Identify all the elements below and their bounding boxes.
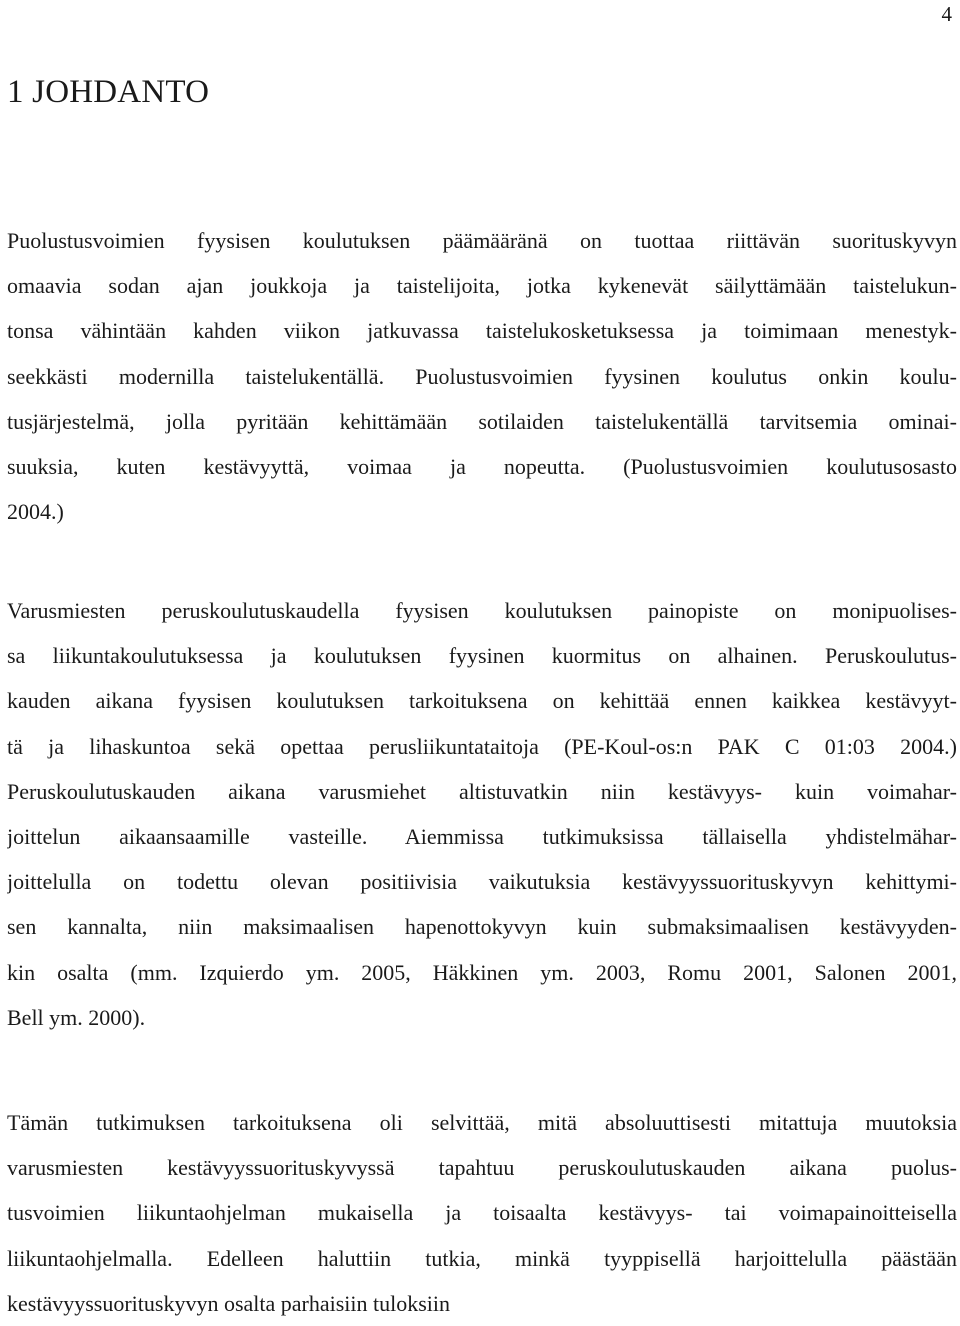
text-line: tonsa vähintään kahden viikon jatkuvassa taistelukosketuksessa ja toimimaan menestyk- [7, 318, 957, 344]
text-line: Peruskoulutuskauden aikana varusmiehet altistuvatkin niin kestävyys- kuin voimahar- [7, 778, 957, 804]
text-line: Tämän tutkimuksen tarkoituksena oli selvittää, mitä absoluuttisesti mitattuja muutoksia [7, 1110, 957, 1135]
text-line: liikuntaohjelmalla. Edelleen haluttiin tutkia, minkä tyyppisellä harjoittelulla päästään [7, 1245, 957, 1271]
chapter-heading: 1 JOHDANTO [7, 74, 210, 110]
paragraph-2 [7, 588, 957, 1040]
text-line: sa liikuntakoulutuksessa ja koulutuksen fyysinen kuormitus on alhainen. Peruskoulutus- [7, 643, 957, 669]
text-line: kin osalta (mm. Izquierdo ym. 2005, Häkkinen ym. 2003, Romu 2001, Salonen 2001, [7, 959, 957, 985]
paragraph-3 [7, 1100, 957, 1326]
text-line: omaavia sodan ajan joukkoja ja taistelijoita, jotka kykenevät säilyttämään taistelukun- [7, 273, 957, 299]
text-line: tusjärjestelmä, jolla pyritään kehittämään sotilaiden taistelukentällä tarvitsemia ominai- [7, 408, 957, 434]
text-line: Varusmiesten peruskoulutuskaudella fyysisen koulutuksen painopiste on monipuolises- [7, 598, 957, 623]
text-line: Puolustusvoimien fyysisen koulutuksen päämääränä on tuottaa riittävän suorituskyvyn [7, 228, 957, 253]
text-line: tä ja lihaskuntoa sekä opettaa perusliikuntataitoja (PE-Koul-os:n PAK C 01:03 2004.) [7, 733, 957, 759]
text-line: kestävyyssuorituskyvyn osalta parhaisiin tuloksiin [7, 1290, 451, 1316]
text-line: 2004.) [7, 499, 64, 525]
page-number: 4 [941, 2, 952, 26]
text-line: varusmiesten kestävyyssuorituskyvyssä tapahtuu peruskoulutuskauden aikana puolus- [7, 1155, 957, 1181]
text-line: joittelulla on todettu olevan positiivisia vaikutuksia kestävyyssuorituskyvyn kehittymi- [7, 869, 957, 895]
text-line: kauden aikana fyysisen koulutuksen tarkoituksena on kehittää ennen kaikkea kestävyyt- [7, 688, 957, 714]
text-line: seekkästi modernilla taistelukentällä. Puolustusvoimien fyysinen koulutus onkin koulu- [7, 363, 957, 389]
text-line: suuksia, kuten kestävyyttä, voimaa ja nopeutta. (Puolustusvoimien koulutusosasto [7, 453, 957, 479]
text-line: joittelun aikaansaamille vasteille. Aiemmissa tutkimuksissa tällaisella yhdistelmähar- [7, 823, 957, 849]
text-line: Bell ym. 2000). [7, 1004, 146, 1030]
text-line: sen kannalta, niin maksimaalisen hapenottokyvyn kuin submaksimaalisen kestävyyden- [7, 914, 957, 940]
paragraph-1 [7, 218, 957, 534]
text-line: tusvoimien liikuntaohjelman mukaisella ja toisaalta kestävyys- tai voimapainoitteisella [7, 1200, 957, 1226]
